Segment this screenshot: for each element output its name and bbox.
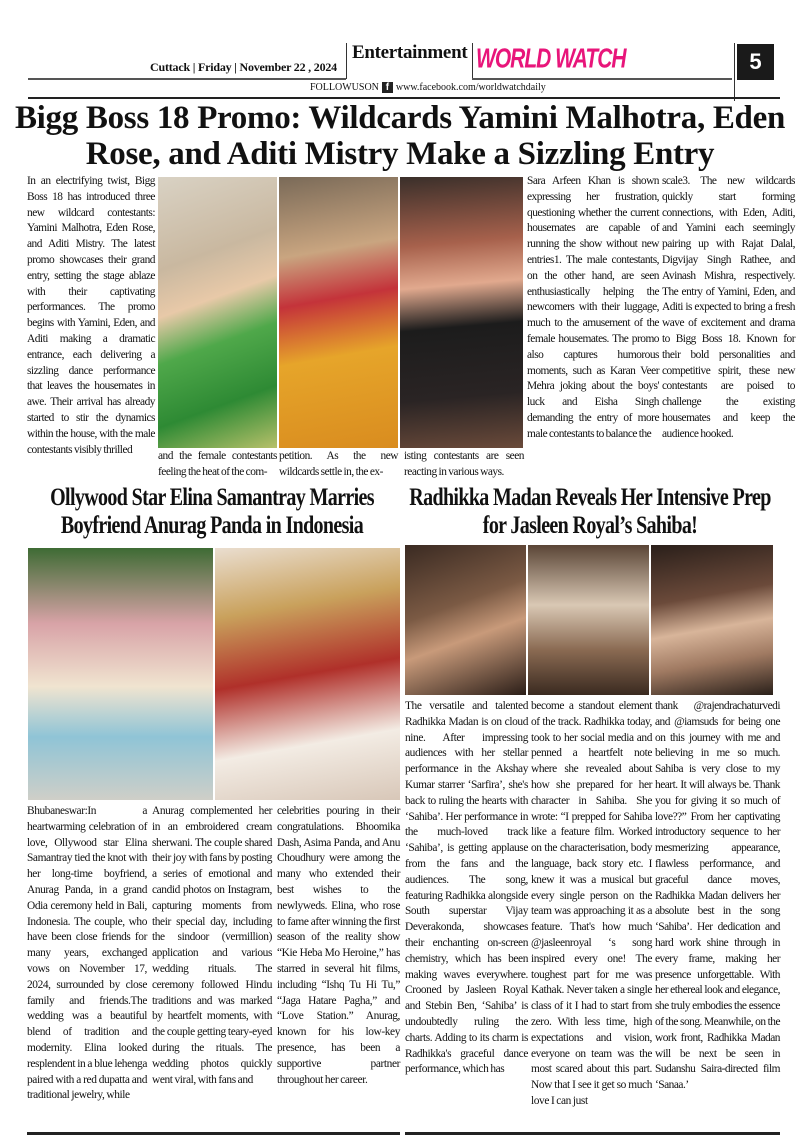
article-column: In an electrifying twist, Bigg Boss 18 has introduced three new wildcard contestants: Yamini Malhotra, Eden Rose, and Aditi Mistry. The latest promo showcases their grand entry, setting the stage ablaze with their captivating performances. The promo begins with Yamini, Eden, and Aditi making a dramatic entrance, each delivering a sizzling dance performance that leaves the housemates in awe. Their arrival has already started to stir the dynamics within the house, with the male contestants visibly thrilled [27,175,155,456]
article-column: scale3. The new wildcards quickly start forming connections, with Eden, Aditi, and Yamini each seemingly pairing up with Rajat Dalal, Digvijay Singh Rathee, and Avinash Mishra, respectively. The entry of Yamini, Eden, and Aditi is expected to bring a fresh wave of excitement and drama to Bigg Boss 18. Known for their bold personalities and competitive spirit, these new contestants are poised to challenge the existing housemates and keep the audience hooked. [662,175,795,440]
article-column: isting contestants are seen reacting in various ways. [404,450,524,478]
divider [734,43,735,101]
song-still-photo [528,545,649,695]
song-still-photo [405,545,526,695]
page-number: 5 [737,44,774,80]
contestant-photo [400,177,523,448]
article-column: thank @rajendrachaturvedi and @iamsuds for being one on this journey with me and believing in me so much. Sahiba is very close to my heart. It will always be. Thank you for giving it so much of love??” From her captivating introductory sequence to her mesmerizing appearance, flawless performance, and graceful dance moves, Radhikka Madan delivers her absolute best in the song ‘Sahiba’. Her dedication and hard work shine through in every frame, making her presence unforgettable. With her ethereal look and elegance, she truly embodies the essence of the song. Meanwhile, on the work front, Radhikka Madan will be next be seen in Sudanshu Saira-directed film ‘Sanaa.’ [655,700,780,1092]
section-title: Entertainment [352,42,468,63]
article-column: celebrities pouring in their congratulations. Bhoomika Dash, Asima Panda, and Anu Choudhury were among the many who extended their best wishes to the newlyweds. Elina, who rose to fame after winning the first season of the reality show “Kie Heba Mo Heroine,” has starred in several hit films, including “Ishq Tu Hi Tu,” “Jaga Hatare Pagha,” and “Love Station.” Anurag, known for his low-key presence, has been a supportive partner throughout her career. [277,805,400,1086]
wedding-photo [215,548,400,800]
contestant-photo [279,177,398,448]
follow-bar [310,82,546,93]
divider [28,78,346,80]
article-column: and the female contestants feeling the heat of the com- [158,450,277,478]
contestant-photo [158,177,277,448]
wedding-photo [28,548,213,800]
divider [472,78,732,80]
dateline: Cuttack | Friday | November 22 , 2024 [150,60,337,74]
follow-label: FOLLOWUSON [310,82,379,93]
article-headline: Ollywood Star Elina Samantray Marries Boyfriend Anurag Panda in Indonesia [50,484,374,539]
article-column: become a standout element of the track. Radhikka today, took to her social media and penned a heartfelt note where she revealed about how she prepared for her character in Sahiba. She wrote: “I prepped for Sahiba like a feature film. Worked on the characterisation, body language, back story etc. I knew it was a musical but every single person on the team was approaching it as a feature. That's how much @jasleenroyal ‘s song inspired every one! The toughest part for me was Kathak. Never taken a single class of it I had to start from zero. With less time, high expectations and vision, everyone on team was the most scared about this part. Now that I see it get so much love I can just [531,700,652,1107]
divider [28,97,780,99]
divider [405,1132,780,1135]
article-column: Bhubaneswar:In a heartwarming celebration of love, Ollywood star Elina Samantray tied the knot with her long-time boyfriend, Anurag Panda, in a grand Odia ceremony held in Bali, Indonesia. The couple, who have been close friends for many years, exchanged vows on November 17, 2024, surrounded by close family and friends.The wedding was a beautiful blend of tradition and modernity. Elina looked resplendent in a blue lehenga paired with a red dupatta and traditional jewelry, while [27,805,147,1102]
article-headline: Radhikka Madan Reveals Her Intensive Prep for Jasleen Royal’s Sahiba! [409,484,771,539]
article-headline: Bigg Boss 18 Promo: Wildcards Yamini Malhotra, Eden Rose, and Aditi Mistry Make a Sizzling Entry [14,100,786,172]
article-column: Sara Arfeen Khan is shown expressing her frustration, questioning whether the current housemates are capable of running the show without new entries1. The male contestants, on the other hand, are seen enthusiastically helping the newcomers with their luggage, much to the amusement of the female housemates. The promo also captures humorous moments, such as Karan Veer Mehra joking about the boys' luck and Eisha Singh demanding the entry of more male contestants to balance the [527,175,659,440]
article-column: petition. As the new wildcards settle in, the ex- [279,450,398,478]
divider [346,43,347,79]
song-still-photo [651,545,773,695]
facebook-icon: f [382,82,393,93]
divider [27,1132,400,1135]
world-watch-logo: WORLD WATCH [476,44,626,74]
facebook-link[interactable]: www.facebook.com/worldwatchdaily [395,82,546,93]
divider [472,43,473,79]
article-column: Anurag complemented her in an embroidered cream sherwani. The couple shared their joy with fans by posting a series of emotional and candid photos on Instagram, capturing moments from their special day, including the sindoor (vermillion) application and various wedding rituals. The ceremony followed Hindu traditions and was marked by heartfelt moments, with the couple getting teary-eyed during the rituals. The wedding photos quickly went viral, with fans and [152,805,272,1086]
article-column: The versatile and talented Radhikka Madan is on cloud nine. After impressing audiences with her stellar performance in the Akshay Kumar starrer ‘Sarfira’, she's back to ruling the hearts with ‘Sahiba’. Her performance in the much-loved track ‘Sahiba’, is getting applause from the fans and the audiences. The song, featuring Radhikka alongside South superstar Vijay Deverakonda, showcases their enchanting on-screen chemistry, which has been making waves everywhere. Crooned by Jasleen Royal and Stebin Ben, ‘Sahiba’ is undoubtedly ruling the charts. Adding to its charm is Radhikka's graceful dance performance, which has [405,700,528,1076]
